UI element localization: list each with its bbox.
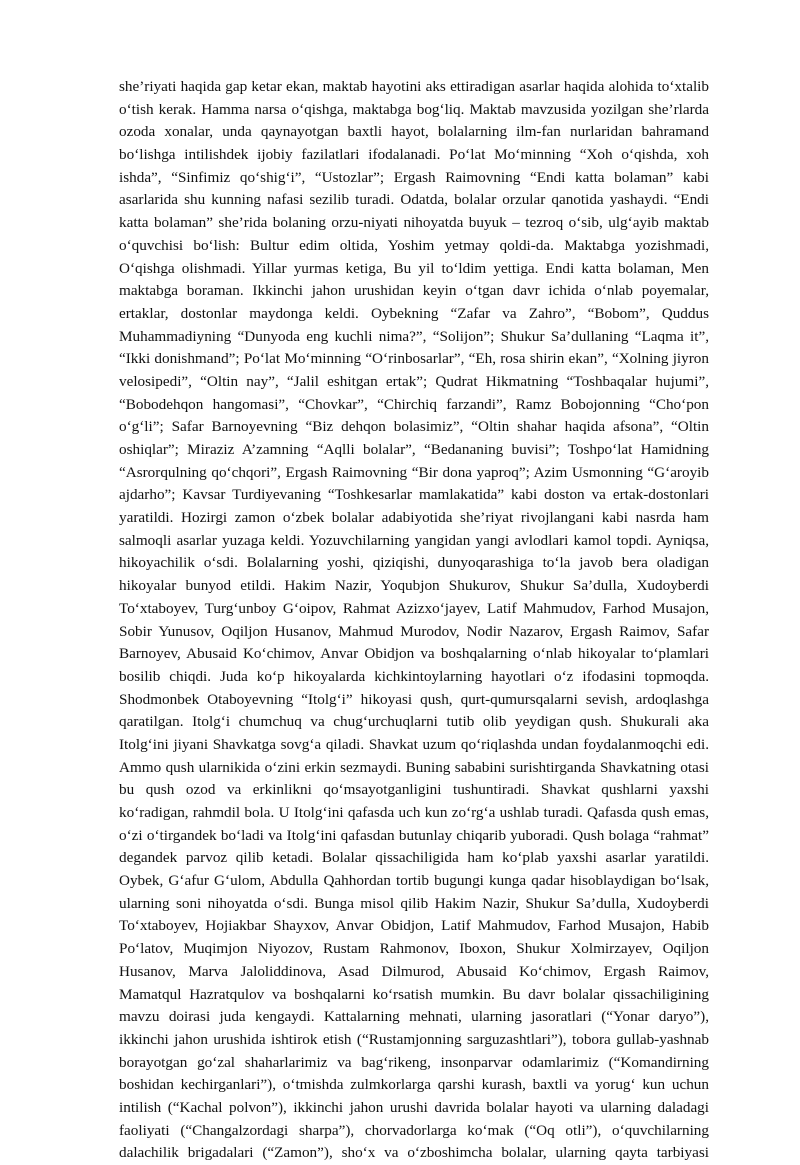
text-line: yaratildi. Hozirgi zamon oʻzbek bolalar adabiyotida she’riyat rivojlangani kabi nasrda ham	[119, 509, 709, 527]
body-text	[119, 76, 709, 1165]
text-line: Barnoyev, Abusaid Koʻchimov, Anvar Obidjon va boshqalarning oʻnlab hikoyalar toʻplamlari	[119, 645, 709, 663]
text-line: mavzu doirasi juda kengaydi. Kattalarning mehnati, ularning jasoratlari (“Yonar daryo”),	[119, 1008, 709, 1026]
text-line: bosilib chiqdi. Juda koʻp hikoyalarda kichkintoylarning hayotlari oʻz ifodasini topmoqda.	[119, 667, 709, 685]
text-line: asarlarida shu kunning nafasi sezilib turadi. Odatda, bolalar orzular qanotida yashaydi. “Endi	[119, 191, 709, 209]
text-line: Poʻlatov, Muqimjon Niyozov, Rustam Rahmonov, Iboxon, Shukur Xolmirzayev, Oqiljon	[119, 940, 709, 958]
text-line: ajdarho”; Kavsar Turdiyevaning “Toshkesarlar mamlakatida” kabi doston va ertak-dostonlari	[119, 486, 709, 504]
text-line: Husanov, Marva Jaloliddinova, Asad Dilmurod, Abusaid Koʻchimov, Ergash Raimov,	[119, 962, 709, 980]
text-line: ularning soni nihoyatda oʻsdi. Bunga misol qilib Hakim Nazir, Shukur Sa’dulla, Xudoyberdi	[119, 894, 709, 912]
text-line: oʻtish kerak. Hamma narsa oʻqishga, maktabga bogʻliq. Maktab mavzusida yozilgan she’rlarda	[119, 100, 709, 118]
text-line: borayotgan goʻzal shaharlarimiz va bagʻrikeng, insonparvar odamlarimiz (“Komandirning	[119, 1053, 709, 1071]
text-line: boshidan kechirganlari”), oʻtmishda zulmkorlarga qarshi kurash, baxtli va yorugʻ kun uchun	[119, 1076, 709, 1094]
text-line: katta bolaman” she’rida bolaning orzu-niyati nihoyatda buyuk – tezroq oʻsib, ulgʻayib maktab	[119, 214, 709, 232]
text-line: Oʻqishga olishmadi. Yillar yurmas ketiga, Bu yil toʻldim yettiga. Endi katta bolaman, Men	[119, 259, 709, 277]
text-line: salmoqli asarlar yuzaga keldi. Yozuvchilarning yangidan yangi avlodlari kamol topdi. Ayniqsa,	[119, 531, 709, 549]
text-line: oʻquvchisi boʻlish: Bultur edim oltida, Yoshim yetmay qoldi-da. Maktabga yozishmadi,	[119, 236, 709, 254]
text-line: ertaklar, dostonlar maydonga keldi. Oybekning “Zafar va Zahro”, “Bobom”, Quddus	[119, 304, 709, 322]
text-line: Oybek, Gʻafur Gʻulom, Abdulla Qahhordan tortib bugungi kunga qadar hisoblaydigan boʻlsak,	[119, 872, 709, 890]
text-line: bu qush ozod va erkinlikni qoʻmsayotganligini tushuntiradi. Shavkat qushlarni yaxshi	[119, 781, 709, 799]
text-line: hikoyachilik oʻsdi. Bolalarning yoshi, qiziqishi, dunyoqarashiga toʻla javob bera oladigan	[119, 554, 709, 572]
text-line: oshiqlar”; Miraziz A’zamning “Aqlli bolalar”, “Bedananing buvisi”; Toshpoʻlat Hamidning	[119, 441, 709, 458]
text-line: intilish (“Kachal polvon”), ikkinchi jahon urushi davrida bolalar hayoti va ularning daladagi	[119, 1098, 709, 1116]
text-line: qaratilgan. Itolgʻi chumchuq va chugʻurchuqlarni tutib olib yeydigan qush. Shukurali aka	[119, 713, 709, 731]
text-line: Ammo qush ularnikida oʻzini erkin sezmaydi. Buning sababini surishtirganda Shavkatning otasi	[119, 758, 709, 776]
text-line: maktabga boraman. Ikkinchi jahon urushidan keyin oʻtgan davr ichida oʻnlab poyemalar,	[119, 282, 709, 300]
text-line: ishda”, “Sinfimiz qoʻshigʻi”, “Ustozlar”; Ergash Raimovning “Endi katta bolaman” kabi	[119, 168, 709, 186]
text-line: ozoda xonalar, unda qaynayotgan baxtli hayot, bolalarning ilm-fan nurlaridan bahramand	[119, 123, 709, 141]
text-line: “Asrorqulning qoʻchqori”, Ergash Raimovning “Bir dona yaproq”; Azim Usmonning “Gʻaroyib	[119, 463, 709, 481]
text-line: boʻlishga intilishdek ijobiy fazilatlari ifodalanadi. Poʻlat Moʻminning “Xoh oʻqishda, xoh	[119, 146, 709, 164]
text-line: oʻzi oʻtirgandek boʻladi va Itolgʻini qafasdan butunlay chiqarib yuboradi. Qush bolaga “rahmat”	[119, 826, 709, 844]
text-line: Toʻxtaboyev, Turgʻunboy Gʻoipov, Rahmat Azizxoʻjayev, Latif Mahmudov, Farhod Musajon,	[119, 599, 709, 617]
text-line: dalachilik brigadalari (“Zamon”), shoʻx va oʻzboshimcha bolalar, ularning qayta tarbiyasi	[119, 1144, 709, 1162]
text-line: oʻgʻli”; Safar Barnoyevning “Biz dehqon bolasimiz”, “Oltin shahar haqida afsona”, “Oltin	[119, 418, 709, 436]
text-line: Shodmonbek Otaboyevning “Itolgʻi” hikoyasi qush, qurt-qumursqalarni sevish, ardoqlashga	[119, 690, 709, 708]
text-line: velosipedi”, “Oltin nay”, “Jalil eshitgan ertak”; Qudrat Hikmatning “Toshbaqalar hujumi”,	[119, 372, 709, 390]
text-line: hikoyalar bunyod etildi. Hakim Nazir, Yoqubjon Shukurov, Shukur Sa’dulla, Xudoyberdi	[119, 577, 709, 595]
text-line: Toʻxtaboyev, Hojiakbar Shayxov, Anvar Obidjon, Latif Mahmudov, Farhod Musajon, Habib	[119, 917, 709, 935]
text-line: Muhammadiyning “Dunyoda eng kuchli nima?”, “Solijon”; Shukur Sa’dullaning “Laqma it”,	[119, 327, 709, 345]
text-line: Itolgʻini jiyani Shavkatga sovgʻa qiladi. Shavkat uzum qoʻriqlashda undan foydalanmoqchi edi.	[119, 735, 709, 753]
text-line: Sobir Yunusov, Oqiljon Husanov, Mahmud Murodov, Nodir Nazarov, Ergash Raimov, Safar	[119, 622, 709, 640]
text-line: ikkinchi jahon urushida ishtirok etish (“Rustamjonning sarguzashtlari”), tobora gullab-yashnab	[119, 1030, 709, 1048]
text-line: “Ikki donishmand”; Poʻlat Moʻminning “Oʻrinbosarlar”, “Eh, rosa shirin ekan”, “Xolning jiyron	[119, 350, 709, 368]
text-line: “Bobodehqon hangomasi”, “Chovkar”, “Chirchiq farzandi”, Ramz Bobojonning “Choʻpon	[119, 395, 709, 413]
text-line: she’riyati haqida gap ketar ekan, maktab hayotini aks ettiradigan asarlar haqida alohida toʻxtalib	[119, 78, 709, 95]
text-line: faoliyati (“Changalzordagi sharpa”), chorvadorlarga koʻmak (“Oq otli”), oʻquvchilarning	[119, 1121, 709, 1139]
text-line: koʻradigan, rahmdil bola. U Itolgʻini qafasda uch kun zoʻrgʻa ushlab turadi. Qafasda qush emas,	[119, 804, 709, 821]
text-line: Mamatqul Hazratqulov va boshqalarni koʻrsatish mumkin. Bu davr bolalar qissachiligining	[119, 985, 709, 1003]
text-line: degandek parvoz qilib ketadi. Bolalar qissachiligida ham koʻplab yaxshi asarlar yaratildi.	[119, 849, 709, 867]
